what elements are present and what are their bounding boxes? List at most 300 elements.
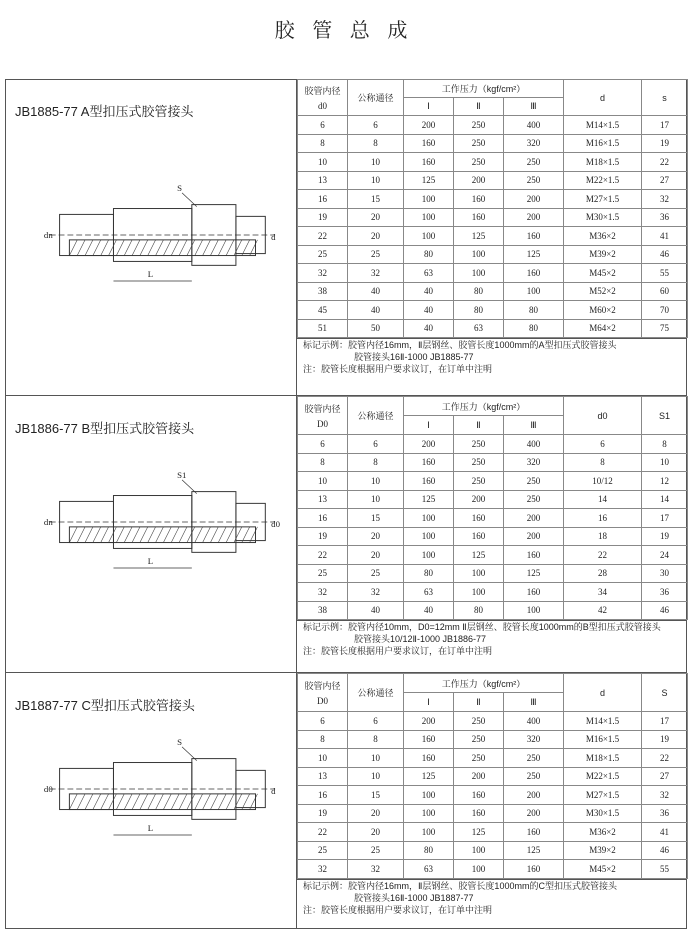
- table-cell: 160: [504, 823, 564, 842]
- table-cell: 10: [298, 749, 348, 768]
- section-hatch: [93, 527, 101, 543]
- fitting-section: [5, 395, 687, 672]
- table-row: [298, 583, 688, 602]
- table-row: [298, 712, 688, 731]
- section-hatch: [132, 240, 140, 256]
- header-nominal-bore: 公称通径: [348, 674, 404, 712]
- table-cell: 100: [404, 546, 454, 565]
- table-cell: 17: [642, 116, 688, 135]
- table-row: [298, 264, 688, 283]
- table-cell: 200: [404, 712, 454, 731]
- table-cell: 200: [504, 208, 564, 227]
- table-cell: 160: [454, 527, 504, 546]
- table-cell: 250: [454, 116, 504, 135]
- table-cell: M30×1.5: [564, 804, 642, 823]
- table-cell: 160: [404, 453, 454, 472]
- table-cell: 200: [404, 435, 454, 454]
- table-cell: 250: [454, 730, 504, 749]
- s-leader: [182, 480, 197, 494]
- section-hatch: [171, 240, 179, 256]
- label-d: d0: [271, 518, 280, 529]
- table-cell: 200: [404, 116, 454, 135]
- note-remark: 注：胶管长度根据用户要求议订，在订单中注明: [303, 364, 493, 374]
- header-thread: d: [564, 80, 642, 116]
- table-cell: 6: [564, 435, 642, 454]
- header-pressure-i: Ⅰ: [404, 416, 454, 435]
- table-cell: 125: [404, 171, 454, 190]
- table-cell: 70: [642, 301, 688, 320]
- table-cell: M27×1.5: [564, 786, 642, 805]
- table-cell: 100: [404, 804, 454, 823]
- table-cell: 22: [298, 546, 348, 565]
- section-hatch: [85, 527, 93, 543]
- section-hatch: [203, 240, 211, 256]
- table-cell: 25: [298, 245, 348, 264]
- section-hatch: [116, 794, 124, 810]
- table-cell: 42: [564, 601, 642, 620]
- table-cell: 6: [298, 435, 348, 454]
- table-cell: 250: [454, 749, 504, 768]
- label-d: d: [271, 231, 276, 242]
- table-cell: 63: [454, 319, 504, 338]
- header-working-pressure: 工作压力（kgf/cm²）: [404, 397, 564, 416]
- table-cell: 13: [298, 490, 348, 509]
- marking-note: [297, 879, 687, 916]
- table-cell: 6: [298, 116, 348, 135]
- table-row: [298, 749, 688, 768]
- table-row: [298, 153, 688, 172]
- table-cell: 8: [348, 453, 404, 472]
- section-hatch: [109, 240, 117, 256]
- table-cell: 160: [454, 786, 504, 805]
- table-cell: 40: [348, 601, 404, 620]
- section-hatch: [109, 794, 117, 810]
- table-row: [298, 282, 688, 301]
- table-cell: 25: [348, 245, 404, 264]
- table-cell: 34: [564, 583, 642, 602]
- table-cell: 10: [298, 472, 348, 491]
- table-cell: 80: [404, 564, 454, 583]
- table-cell: 38: [298, 601, 348, 620]
- table-row: [298, 841, 688, 860]
- note-marking: 胶管接头10/12Ⅱ-1000 JB1886-77: [354, 634, 487, 644]
- standard-title: JB1886-77 B型扣压式胶管接头: [15, 421, 195, 436]
- section-hatch: [77, 794, 85, 810]
- header-hose-id: 胶管内径 D0: [298, 397, 348, 435]
- spec-panel: [297, 673, 687, 929]
- table-cell: 80: [504, 319, 564, 338]
- header-pressure-iii: Ⅲ: [504, 693, 564, 712]
- table-cell: 32: [348, 860, 404, 879]
- table-row: [298, 453, 688, 472]
- table-cell: 250: [454, 153, 504, 172]
- table-cell: 6: [348, 712, 404, 731]
- table-cell: 20: [348, 823, 404, 842]
- section-hatch: [148, 240, 156, 256]
- table-cell: 160: [454, 190, 504, 209]
- table-cell: 100: [454, 264, 504, 283]
- table-cell: 41: [642, 227, 688, 246]
- table-cell: 250: [454, 435, 504, 454]
- table-cell: 100: [454, 841, 504, 860]
- header-working-pressure: 工作压力（kgf/cm²）: [404, 80, 564, 98]
- table-cell: 32: [348, 264, 404, 283]
- fitting-drawing: [40, 733, 280, 843]
- label-d: d: [271, 785, 276, 796]
- table-cell: 125: [454, 823, 504, 842]
- spec-table: [297, 673, 688, 879]
- table-cell: 160: [404, 134, 454, 153]
- table-cell: 16: [298, 786, 348, 805]
- label-s: S1: [177, 469, 187, 480]
- table-cell: 30: [642, 564, 688, 583]
- s-leader: [182, 193, 197, 207]
- table-cell: 40: [404, 282, 454, 301]
- table-cell: M36×2: [564, 823, 642, 842]
- table-cell: 19: [642, 730, 688, 749]
- section-hatch: [85, 240, 93, 256]
- table-cell: 12: [642, 472, 688, 491]
- section-drawing-panel: [5, 396, 297, 672]
- table-row: [298, 767, 688, 786]
- table-cell: 250: [454, 712, 504, 731]
- table-cell: 250: [454, 134, 504, 153]
- table-cell: 60: [642, 282, 688, 301]
- section-hatch: [124, 527, 132, 543]
- table-cell: 40: [348, 282, 404, 301]
- table-cell: 22: [564, 546, 642, 565]
- table-row: [298, 171, 688, 190]
- table-cell: 160: [504, 546, 564, 565]
- fitting-drawing: [40, 179, 280, 289]
- table-cell: 75: [642, 319, 688, 338]
- label-dn: dn: [43, 516, 53, 527]
- table-cell: 200: [504, 804, 564, 823]
- table-cell: 32: [298, 860, 348, 879]
- section-hatch: [148, 794, 156, 810]
- table-cell: 28: [564, 564, 642, 583]
- header-pressure-ii: Ⅱ: [454, 416, 504, 435]
- table-cell: M14×1.5: [564, 116, 642, 135]
- section-hatch: [187, 527, 195, 543]
- section-hatch: [218, 527, 226, 543]
- table-cell: 20: [348, 804, 404, 823]
- note-example: 标记示例：胶管内径10mm，D0=12mm Ⅱ层钢丝、胶管长度1000mm的B型扣压式胶管接头: [303, 622, 661, 632]
- table-cell: 160: [454, 804, 504, 823]
- section-hatch: [210, 240, 218, 256]
- table-cell: 8: [298, 134, 348, 153]
- standard-title: JB1887-77 C型扣压式胶管接头: [15, 698, 195, 713]
- section-drawing-panel: [5, 673, 297, 929]
- table-cell: 400: [504, 435, 564, 454]
- section-hatch: [163, 240, 171, 256]
- table-cell: 125: [454, 227, 504, 246]
- table-cell: 13: [298, 767, 348, 786]
- table-cell: 400: [504, 712, 564, 731]
- table-row: [298, 823, 688, 842]
- header-pressure-i: Ⅰ: [404, 98, 454, 116]
- table-cell: 15: [348, 786, 404, 805]
- table-cell: 160: [504, 227, 564, 246]
- table-cell: 25: [348, 564, 404, 583]
- table-cell: 15: [348, 509, 404, 528]
- table-cell: M22×1.5: [564, 171, 642, 190]
- table-cell: 8: [348, 134, 404, 153]
- table-cell: 14: [564, 490, 642, 509]
- table-cell: 100: [454, 564, 504, 583]
- section-hatch: [171, 794, 179, 810]
- table-cell: M30×1.5: [564, 208, 642, 227]
- table-cell: 250: [504, 749, 564, 768]
- section-hatch: [203, 794, 211, 810]
- table-cell: 80: [504, 301, 564, 320]
- marking-note: [297, 620, 687, 657]
- table-cell: 100: [404, 823, 454, 842]
- table-cell: 27: [642, 171, 688, 190]
- table-row: [298, 472, 688, 491]
- table-row: [298, 860, 688, 879]
- header-hose-id: 胶管内径 d0: [298, 80, 348, 116]
- table-cell: 250: [504, 171, 564, 190]
- section-hatch: [77, 240, 85, 256]
- table-cell: 55: [642, 860, 688, 879]
- table-cell: 16: [298, 509, 348, 528]
- header-hex: S: [642, 674, 688, 712]
- table-cell: 200: [504, 509, 564, 528]
- section-hatch: [218, 794, 226, 810]
- table-cell: 10: [348, 472, 404, 491]
- table-cell: 100: [454, 583, 504, 602]
- table-cell: 63: [404, 583, 454, 602]
- table-row: [298, 786, 688, 805]
- table-cell: 46: [642, 841, 688, 860]
- table-cell: 13: [298, 171, 348, 190]
- table-cell: 63: [404, 860, 454, 879]
- section-hatch: [179, 527, 187, 543]
- section-hatch: [195, 240, 203, 256]
- fitting-section: [5, 672, 687, 929]
- section-drawing-panel: [5, 79, 297, 395]
- page-title: 胶 管 总 成: [274, 20, 414, 42]
- table-cell: 320: [504, 134, 564, 153]
- spec-panel: [297, 396, 687, 672]
- table-cell: 50: [348, 319, 404, 338]
- table-cell: M64×2: [564, 319, 642, 338]
- section-hatch: [210, 527, 218, 543]
- table-cell: 8: [564, 453, 642, 472]
- table-cell: 100: [454, 245, 504, 264]
- fitting-drawing: [40, 466, 280, 576]
- table-cell: 160: [404, 730, 454, 749]
- table-cell: M22×1.5: [564, 767, 642, 786]
- table-cell: 200: [454, 490, 504, 509]
- table-cell: 14: [642, 490, 688, 509]
- section-hatch: [203, 527, 211, 543]
- table-cell: 100: [404, 190, 454, 209]
- table-cell: 200: [504, 190, 564, 209]
- table-cell: M36×2: [564, 227, 642, 246]
- table-row: [298, 227, 688, 246]
- table-cell: 46: [642, 601, 688, 620]
- table-cell: 20: [348, 227, 404, 246]
- table-cell: 160: [504, 583, 564, 602]
- table-cell: 19: [642, 134, 688, 153]
- table-cell: 10: [348, 767, 404, 786]
- table-cell: 25: [298, 564, 348, 583]
- table-cell: M16×1.5: [564, 730, 642, 749]
- table-cell: 8: [348, 730, 404, 749]
- section-hatch: [116, 240, 124, 256]
- table-row: [298, 245, 688, 264]
- table-row: [298, 116, 688, 135]
- section-hatch: [226, 794, 234, 810]
- table-cell: 32: [642, 786, 688, 805]
- label-l: L: [147, 269, 154, 280]
- section-hatch: [218, 240, 226, 256]
- table-row: [298, 319, 688, 338]
- section-hatch: [226, 240, 234, 256]
- table-cell: 200: [454, 171, 504, 190]
- table-cell: 25: [298, 841, 348, 860]
- table-cell: 100: [504, 282, 564, 301]
- section-hatch: [69, 794, 77, 810]
- marking-note: [297, 338, 687, 375]
- section-hatch: [101, 794, 109, 810]
- table-cell: M39×2: [564, 841, 642, 860]
- section-hatch: [140, 527, 148, 543]
- table-cell: 200: [504, 527, 564, 546]
- table-cell: 160: [504, 264, 564, 283]
- table-cell: 51: [298, 319, 348, 338]
- table-cell: M14×1.5: [564, 712, 642, 731]
- section-hatch: [93, 794, 101, 810]
- table-cell: 100: [454, 860, 504, 879]
- section-hatch: [93, 240, 101, 256]
- table-row: [298, 134, 688, 153]
- section-hatch: [156, 527, 164, 543]
- header-hose-id: 胶管内径 D0: [298, 674, 348, 712]
- table-cell: 16: [564, 509, 642, 528]
- table-cell: 19: [298, 527, 348, 546]
- table-cell: 160: [404, 472, 454, 491]
- table-cell: 100: [404, 208, 454, 227]
- section-hatch: [187, 794, 195, 810]
- section-hatch: [210, 794, 218, 810]
- table-cell: 125: [504, 245, 564, 264]
- table-cell: 25: [348, 841, 404, 860]
- table-cell: 320: [504, 453, 564, 472]
- section-hatch: [140, 240, 148, 256]
- header-pressure-ii: Ⅱ: [454, 693, 504, 712]
- table-cell: 8: [298, 453, 348, 472]
- table-cell: 20: [348, 527, 404, 546]
- header-pressure-iii: Ⅲ: [504, 416, 564, 435]
- table-row: [298, 301, 688, 320]
- header-thread: d: [564, 674, 642, 712]
- table-cell: 125: [454, 546, 504, 565]
- table-cell: 15: [348, 190, 404, 209]
- section-hatch: [124, 240, 132, 256]
- spec-table: [297, 396, 688, 620]
- table-row: [298, 804, 688, 823]
- table-cell: M16×1.5: [564, 134, 642, 153]
- table-cell: 80: [454, 601, 504, 620]
- table-cell: M39×2: [564, 245, 642, 264]
- table-cell: 250: [454, 472, 504, 491]
- table-cell: M45×2: [564, 264, 642, 283]
- section-hatch: [101, 527, 109, 543]
- section-hatch: [116, 527, 124, 543]
- section-hatch: [132, 527, 140, 543]
- header-nominal-bore: 公称通径: [348, 80, 404, 116]
- table-cell: 36: [642, 208, 688, 227]
- label-l: L: [147, 823, 154, 834]
- table-row: [298, 435, 688, 454]
- section-hatch: [69, 527, 77, 543]
- table-cell: 32: [642, 190, 688, 209]
- note-example: 标记示例：胶管内径16mm，Ⅱ层钢丝、胶管长度1000mm的C型扣压式胶管接头: [303, 880, 617, 891]
- section-hatch: [148, 527, 156, 543]
- table-cell: 400: [504, 116, 564, 135]
- table-row: [298, 527, 688, 546]
- table-cell: 16: [298, 190, 348, 209]
- table-row: [298, 601, 688, 620]
- table-cell: 80: [404, 245, 454, 264]
- table-cell: M52×2: [564, 282, 642, 301]
- fitting-section: [5, 79, 687, 395]
- table-cell: 125: [504, 841, 564, 860]
- table-cell: 100: [504, 601, 564, 620]
- table-cell: 6: [298, 712, 348, 731]
- table-cell: 32: [298, 583, 348, 602]
- table-cell: 32: [298, 264, 348, 283]
- label-s: S: [177, 182, 183, 193]
- table-cell: 55: [642, 264, 688, 283]
- note-marking: 胶管接头16Ⅱ-1000 JB1887-77: [354, 892, 474, 903]
- note-marking: 胶管接头16Ⅱ-1000 JB1885-77: [354, 352, 474, 362]
- section-hatch: [163, 527, 171, 543]
- table-cell: 22: [642, 153, 688, 172]
- table-cell: 10: [642, 453, 688, 472]
- label-dn: dn: [43, 229, 53, 240]
- section-hatch: [179, 794, 187, 810]
- section-hatch: [109, 527, 117, 543]
- section-hatch: [132, 794, 140, 810]
- table-cell: 8: [642, 435, 688, 454]
- section-hatch: [69, 240, 77, 256]
- table-cell: M18×1.5: [564, 749, 642, 768]
- table-cell: 100: [404, 227, 454, 246]
- table-cell: 250: [504, 490, 564, 509]
- label-l: L: [147, 556, 154, 567]
- table-cell: 45: [298, 301, 348, 320]
- header-pressure-iii: Ⅲ: [504, 98, 564, 116]
- table-cell: 250: [504, 153, 564, 172]
- table-cell: 320: [504, 730, 564, 749]
- header-hex: S1: [642, 397, 688, 435]
- section-hatch: [195, 794, 203, 810]
- spec-table: [297, 79, 688, 338]
- table-cell: 24: [642, 546, 688, 565]
- label-dn: d0: [43, 783, 53, 794]
- table-cell: M45×2: [564, 860, 642, 879]
- table-cell: 250: [454, 453, 504, 472]
- section-hatch: [187, 240, 195, 256]
- section-hatch: [140, 794, 148, 810]
- table-cell: 63: [404, 264, 454, 283]
- table-cell: 46: [642, 245, 688, 264]
- table-cell: M18×1.5: [564, 153, 642, 172]
